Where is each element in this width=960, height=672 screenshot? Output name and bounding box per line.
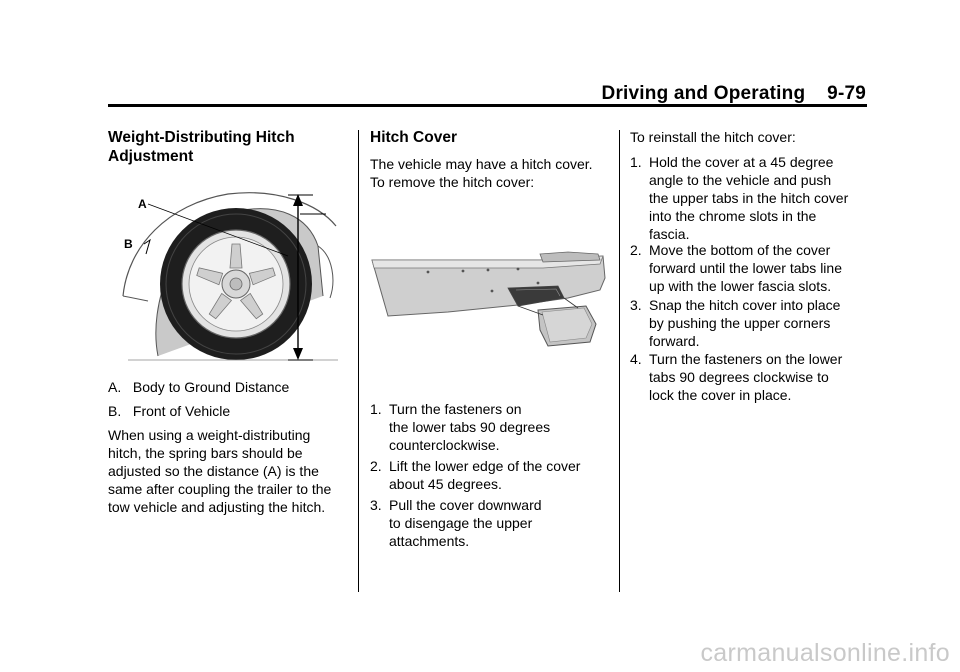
header-rule xyxy=(108,104,867,107)
step-line: angle to the vehicle and push xyxy=(649,172,832,188)
step-number: 2. xyxy=(370,458,382,474)
removal-step-1 xyxy=(370,400,615,460)
step-line: forward until the lower tabs line xyxy=(649,260,842,276)
step-number: 3. xyxy=(370,497,382,513)
step-line: to disengage the upper xyxy=(389,515,533,531)
step-line: lock the cover in place. xyxy=(649,387,792,403)
step-line: the lower tabs 90 degrees xyxy=(389,419,551,435)
paragraph-line: The vehicle may have a hitch cover. xyxy=(370,156,593,172)
step-line: Move the bottom of the cover xyxy=(649,242,831,258)
reinstall-step-4 xyxy=(630,350,865,410)
page-header xyxy=(0,0,960,110)
header-title xyxy=(602,83,866,105)
step-line: Turn the fasteners on the lower xyxy=(649,351,843,367)
legend-item-b: B. Front of Vehicle xyxy=(108,403,231,419)
hitch-cover-intro xyxy=(370,155,593,191)
wheel-illustration xyxy=(118,186,343,366)
step-line: tabs 90 degrees clockwise to xyxy=(649,369,829,385)
wheel-distance-figure xyxy=(118,186,343,366)
section-title-line: Weight-Distributing Hitch xyxy=(108,129,295,146)
step-line: counterclockwise. xyxy=(389,437,500,453)
step-number: 4. xyxy=(630,351,642,367)
page-number: 9-79 xyxy=(827,83,866,104)
removal-step-2 xyxy=(370,457,615,497)
paragraph-line: same after coupling the trailer to the xyxy=(108,481,332,497)
reinstall-intro: To reinstall the hitch cover: xyxy=(630,129,796,145)
step-line: fascia. xyxy=(649,226,690,242)
paragraph-line: To remove the hitch cover: xyxy=(370,174,535,190)
step-line: Snap the hitch cover into place xyxy=(649,297,841,313)
section-title-weight-distributing xyxy=(108,128,295,166)
step-line: Pull the cover downward xyxy=(389,497,542,513)
step-number: 1. xyxy=(370,401,382,417)
figure-legend xyxy=(108,378,289,420)
paragraph-line: hitch, the spring bars should be xyxy=(108,445,303,461)
step-line: about 45 degrees. xyxy=(389,476,502,492)
reinstall-step-3 xyxy=(630,296,865,356)
weight-hitch-paragraph xyxy=(108,426,331,516)
step-line: up with the lower fascia slots. xyxy=(649,278,832,294)
step-number: 2. xyxy=(630,242,642,258)
label-a: A xyxy=(138,197,147,211)
section-name: Driving and Operating xyxy=(601,83,806,104)
paragraph-line: adjusted so the distance (A) is the xyxy=(108,463,319,479)
section-title-line: Adjustment xyxy=(108,148,194,165)
column-divider-2 xyxy=(619,130,620,592)
step-line: Lift the lower edge of the cover xyxy=(389,458,581,474)
bumper-hitch-figure xyxy=(368,250,608,350)
legend-item-a: A. Body to Ground Distance xyxy=(108,379,290,395)
column-divider-1 xyxy=(358,130,359,592)
step-line: Turn the fasteners on xyxy=(389,401,522,417)
step-number: 3. xyxy=(630,297,642,313)
reinstall-step-2 xyxy=(630,241,865,301)
paragraph-line: tow vehicle and adjusting the hitch. xyxy=(108,499,326,515)
paragraph-line: When using a weight-distributing xyxy=(108,427,311,443)
step-line: Hold the cover at a 45 degree xyxy=(649,154,834,170)
step-number: 1. xyxy=(630,154,642,170)
step-line: attachments. xyxy=(389,533,470,549)
step-line: the upper tabs in the hitch cover xyxy=(649,190,849,206)
label-b: B xyxy=(124,237,133,251)
step-line: by pushing the upper corners xyxy=(649,315,831,331)
step-line: forward. xyxy=(649,333,700,349)
bumper-illustration xyxy=(368,250,608,350)
site-watermark: carmanualsonline.info xyxy=(700,639,950,667)
reinstall-step-1 xyxy=(630,153,865,248)
removal-step-3 xyxy=(370,496,615,556)
step-line: into the chrome slots in the xyxy=(649,208,817,224)
section-title-hitch-cover: Hitch Cover xyxy=(370,129,457,146)
